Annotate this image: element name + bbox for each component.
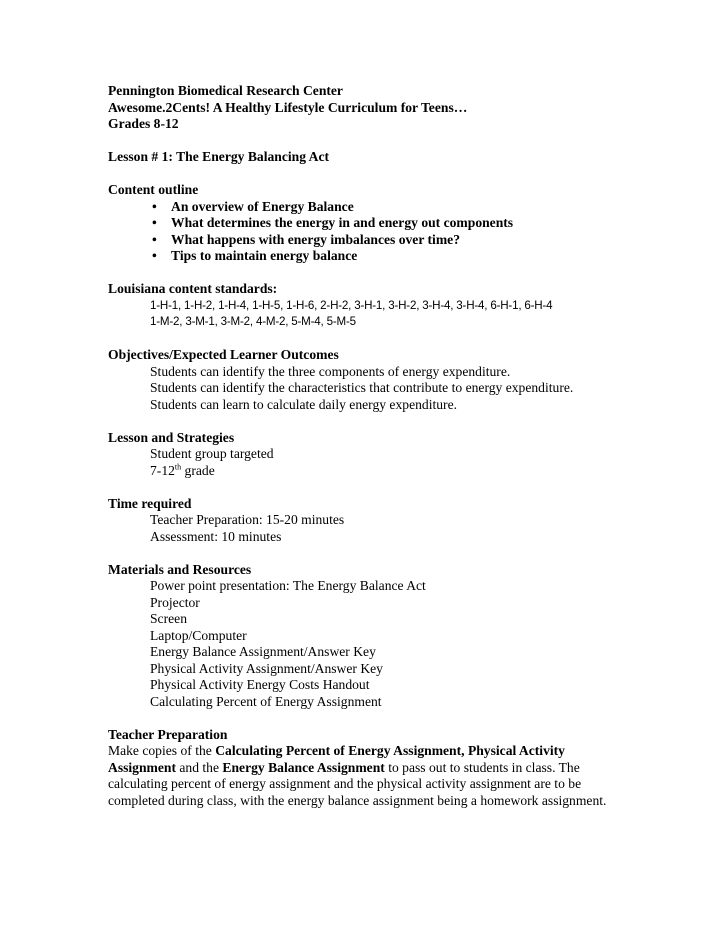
strategies-heading: Lesson and Strategies bbox=[108, 429, 235, 445]
standards-line: 1-H-1, 1-H-2, 1-H-4, 1-H-5, 1-H-6, 2-H-2, 3-H-1, 3-H-2, 3-H-4, 3-H-4, 6-H-1, 6-H-4 bbox=[150, 298, 553, 312]
teacher-prep-line bbox=[108, 743, 708, 760]
time-item: Assessment: 10 minutes bbox=[150, 528, 282, 544]
organization-name: Pennington Biomedical Research Center bbox=[108, 83, 343, 98]
material-item: Projector bbox=[150, 594, 200, 610]
material-item: Screen bbox=[150, 611, 187, 626]
strategies-grade bbox=[108, 463, 708, 480]
objective-item: Students can identify the characteristics that contribute to energy expenditure. bbox=[150, 380, 574, 395]
objective-item: Students can learn to calculate daily energy expenditure. bbox=[150, 396, 458, 412]
outline-item: • Tips to maintain energy balance bbox=[152, 248, 708, 265]
materials-heading: Materials and Resources bbox=[108, 561, 252, 577]
outline-item: • What determines the energy in and energy out components bbox=[152, 215, 708, 232]
prep-bold-text: Calculating Percent of Energy Assignment, Physical Activity bbox=[215, 743, 565, 758]
grade-suffix: grade bbox=[181, 462, 215, 478]
grade-prefix: 7-12 bbox=[150, 462, 175, 478]
objective-item: Students can identify the three components of energy expenditure. bbox=[150, 363, 511, 379]
material-item: Physical Activity Energy Costs Handout bbox=[150, 677, 370, 692]
teacher-prep-line bbox=[108, 760, 708, 777]
teacher-prep-heading: Teacher Preparation bbox=[108, 726, 228, 742]
teacher-prep-line: calculating percent of energy assignment and the physical activity assignment are to be bbox=[108, 776, 582, 791]
grade-range: Grades 8-12 bbox=[108, 116, 179, 131]
prep-bold-text: Assignment bbox=[108, 759, 176, 775]
teacher-prep-line: completed during class, with the energy balance assignment being a homework assignment. bbox=[108, 792, 607, 808]
curriculum-title: Awesome.2Cents! A Healthy Lifestyle Curriculum for Teens… bbox=[108, 99, 468, 115]
objectives-heading: Objectives/Expected Learner Outcomes bbox=[108, 347, 339, 362]
material-item: Energy Balance Assignment/Answer Key bbox=[150, 644, 376, 659]
material-item: Calculating Percent of Energy Assignment bbox=[150, 693, 382, 709]
time-item: Teacher Preparation: 15-20 minutes bbox=[150, 512, 345, 527]
document-page bbox=[108, 83, 708, 809]
outline-item: • What happens with energy imbalances over time? bbox=[152, 232, 708, 249]
material-item: Laptop/Computer bbox=[150, 627, 247, 643]
prep-text: Make copies of the bbox=[108, 743, 216, 758]
strategies-group: Student group targeted bbox=[150, 446, 274, 461]
prep-text: to pass out to students in class. The bbox=[384, 759, 580, 775]
prep-bold-text: Energy Balance Assignment bbox=[222, 759, 385, 775]
standards-heading: Louisiana content standards: bbox=[108, 281, 278, 296]
outline-item: • An overview of Energy Balance bbox=[152, 199, 708, 216]
material-item: Physical Activity Assignment/Answer Key bbox=[150, 660, 383, 676]
material-item: Power point presentation: The Energy Balance Act bbox=[150, 578, 426, 593]
prep-text: and the bbox=[175, 759, 223, 775]
standards-line: 1-M-2, 3-M-1, 3-M-2, 4-M-2, 5-M-4, 5-M-5 bbox=[150, 315, 356, 328]
content-outline-heading: Content outline bbox=[108, 182, 199, 197]
content-outline-list bbox=[108, 199, 708, 265]
lesson-title: Lesson # 1: The Energy Balancing Act bbox=[108, 149, 330, 164]
time-heading: Time required bbox=[108, 495, 192, 511]
grade-superscript: th bbox=[174, 461, 182, 471]
